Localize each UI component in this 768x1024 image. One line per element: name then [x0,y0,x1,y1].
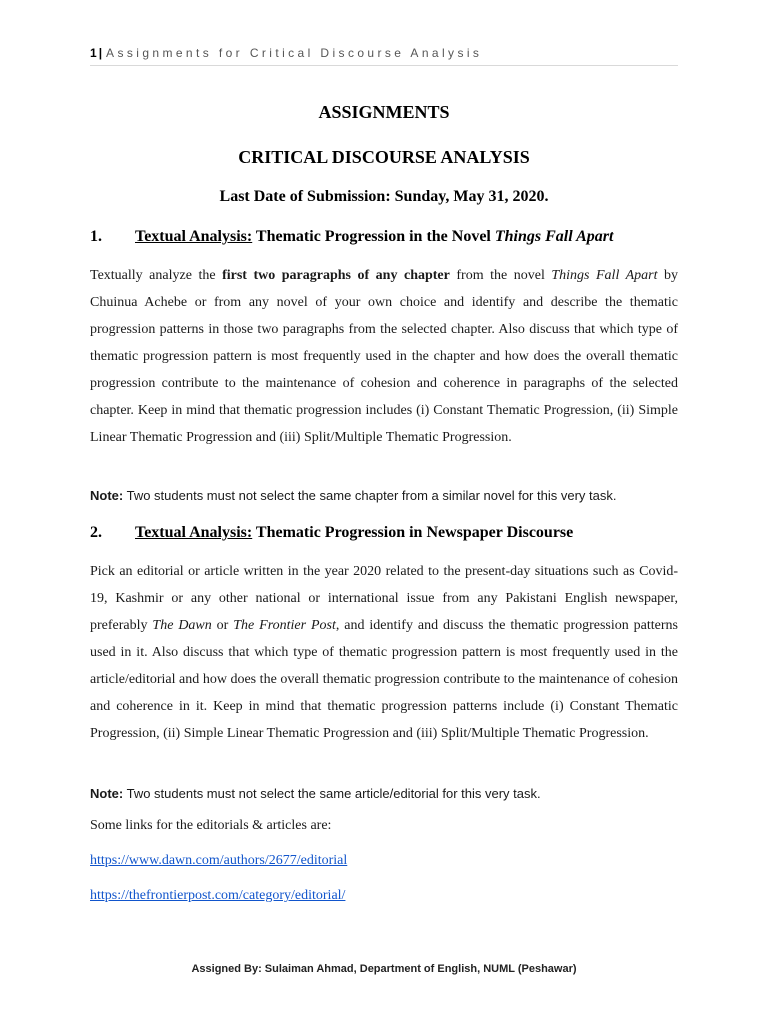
section-1-heading [90,228,690,246]
main-title: ASSIGNMENTS [318,102,450,122]
section-1-para-bold: first two paragraphs of any chapter [222,268,450,283]
frontier-post-editorial-link[interactable]: https://thefrontierpost.com/category/editorial/ [90,888,346,903]
section-1-topic: Thematic Progression in the Novel [252,228,495,245]
section-2-para-text-c: or [211,618,234,633]
section-1-para-italic: Things Fall Apart [551,268,658,283]
section-1-novel: Things Fall Apart [494,228,614,245]
section-2-para-italic-1: The Dawn [152,618,212,633]
section-1-paragraph [90,262,678,451]
section-2-number: 2. [90,524,102,541]
section-2-kind: Textual Analysis: [135,524,253,541]
section-2-note-text: Two students must not select the same article/editorial for this very task. [123,786,541,801]
section-2-para-text-e: , and identify and discuss the thematic progression patterns used in it. Also discuss that which type of thematic progression pattern is most frequently used in the article/editorial and how does the overall thematic progression contribute to the maintenance of cohesion and coherence in it. Keep in mind that thematic progression patterns include (i) Constant Thematic Progression, (ii) Simple Linear Thematic Progression and (iii) Split/Multiple Thematic Progression. [90,618,678,741]
page-header [90,46,678,66]
section-1-number: 1. [90,228,102,245]
header-separator: | [98,46,103,60]
section-1-kind: Textual Analysis: [135,228,253,245]
page-number: 1 [90,46,97,60]
section-2-topic: Thematic Progression in Newspaper Discourse [252,524,574,541]
section-2-para-text-a: Pick an editorial or article written in the year 2020 related to the present-day situations such as Covid-19, Kashmir or any other national or international issue from any Pakistani English newspaper, preferably [90,564,678,633]
section-2-note [90,786,678,801]
section-1-para-text-a: Textually analyze the [90,268,223,283]
dawn-editorial-link[interactable]: https://www.dawn.com/authors/2677/editorial [90,853,348,868]
section-2-paragraph [90,558,678,747]
section-2-note-label: Note: [90,786,124,801]
header-title: Assignments for Critical Discourse Analysis [106,46,483,60]
section-1-note-label: Note: [90,488,124,503]
section-1-para-text-c: from the novel [449,268,552,283]
section-1-note-text: Two students must not select the same chapter from a similar novel for this very task. [123,488,617,503]
deadline: Last Date of Submission: Sunday, May 31, 2020. [219,188,549,205]
section-1-note [90,488,678,503]
page-footer: Assigned By: Sulaiman Ahmad, Department of English, NUML (Peshawar) [191,963,577,975]
section-2-para-italic-2: The Frontier Post [233,618,336,633]
section-2-heading [90,524,690,542]
subject-title: CRITICAL DISCOURSE ANALYSIS [238,147,530,167]
section-1-para-text-e: by Chuinua Achebe or from any novel of your own choice and identify and describe the thematic progression patterns in those two paragraphs from the selected chapter. Also discuss that which type of thematic progression pattern is most frequently used in the chapter and how does the overall thematic progression contribute to the maintenance of cohesion and coherence in paragraphs of the selected chapter. Keep in mind that thematic progression includes (i) Constant Thematic Progression, (ii) Simple Linear Thematic Progression and (iii) Split/Multiple Thematic Progression. [90,268,678,445]
links-intro: Some links for the editorials & articles are: [90,818,332,833]
